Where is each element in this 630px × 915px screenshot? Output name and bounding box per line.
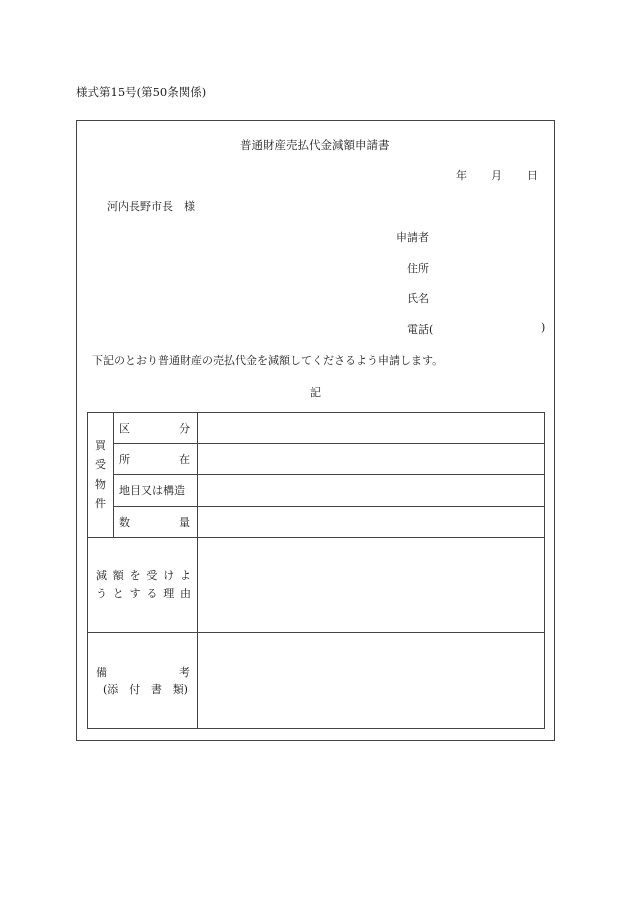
- table-row: [88, 413, 545, 444]
- classification-label-char: 分: [179, 422, 190, 436]
- date-year-label: 年: [456, 169, 467, 182]
- reduction-reason-field[interactable]: [198, 537, 545, 633]
- reason-char: と: [112, 587, 124, 601]
- land-category-field[interactable]: [198, 475, 545, 506]
- table-row: [88, 633, 545, 729]
- classification-field[interactable]: [198, 413, 545, 444]
- location-label-cell: [114, 444, 198, 475]
- reason-char: け: [163, 569, 175, 583]
- addressee: 河内長野市長 様: [107, 200, 195, 213]
- reduction-reason-label-cell: [88, 537, 198, 633]
- remarks-char: 書: [150, 682, 162, 696]
- classification-label-cell: [114, 413, 198, 444]
- land-category-label: 地目又は構造: [119, 484, 185, 498]
- remarks-char: 備: [96, 665, 107, 679]
- applicant-phone-close: ): [541, 321, 546, 334]
- table-row: [88, 506, 545, 537]
- quantity-label-char: 量: [179, 515, 190, 529]
- reason-char: 受: [146, 569, 158, 583]
- form-number: 様式第15号(第50条関係): [76, 85, 207, 99]
- group-char: 物: [95, 477, 106, 491]
- quantity-label-cell: [114, 506, 198, 537]
- remarks-line-2: [96, 681, 190, 698]
- applicant-heading: 申請者: [396, 231, 429, 244]
- applicant-phone-label: 電話(: [407, 323, 434, 336]
- location-label-char: 所: [119, 453, 130, 467]
- reduction-reason-line-2: [96, 585, 191, 603]
- remarks-char: (添: [103, 682, 119, 696]
- reason-char: を: [129, 569, 141, 583]
- date-month-label: 月: [491, 169, 502, 182]
- table-row: [88, 537, 545, 633]
- application-statement: 下記のとおり普通財産の売払代金を減額してくださるよう申請します。: [92, 354, 444, 367]
- date-day-label: 日: [527, 169, 538, 182]
- classification-label-char: 区: [119, 422, 130, 436]
- reduction-reason-line-1: [96, 567, 191, 585]
- remarks-line-1: [96, 664, 190, 681]
- reason-char: 理: [163, 587, 175, 601]
- land-category-label-cell: [114, 475, 198, 506]
- table-row: [88, 475, 545, 506]
- remarks-field[interactable]: [198, 633, 545, 729]
- reason-char: 由: [179, 587, 191, 601]
- location-field[interactable]: [198, 444, 545, 475]
- applicant-address-label: 住所: [407, 262, 429, 275]
- purchased-property-group-label: [88, 413, 114, 538]
- reason-char: 額: [112, 569, 124, 583]
- reason-char: 減: [96, 569, 107, 583]
- group-char: 受: [95, 458, 106, 472]
- quantity-field[interactable]: [198, 506, 545, 537]
- reason-char: よ: [179, 569, 191, 583]
- ki-heading: 記: [310, 386, 321, 399]
- reason-char: す: [129, 587, 141, 601]
- applicant-name-label: 氏名: [407, 292, 429, 305]
- group-char: 件: [95, 497, 106, 511]
- table-row: [88, 444, 545, 475]
- quantity-label-char: 数: [119, 515, 130, 529]
- document-title: 普通財産売払代金減額申請書: [240, 138, 390, 152]
- remarks-char: 考: [179, 665, 190, 679]
- reason-char: る: [146, 587, 158, 601]
- remarks-char: 類): [172, 682, 188, 696]
- record-table: [87, 412, 545, 729]
- reason-char: う: [96, 587, 107, 601]
- remarks-label-cell: [88, 633, 198, 729]
- location-label-char: 在: [179, 453, 190, 467]
- group-char: 買: [95, 438, 106, 452]
- remarks-char: 付: [129, 682, 141, 696]
